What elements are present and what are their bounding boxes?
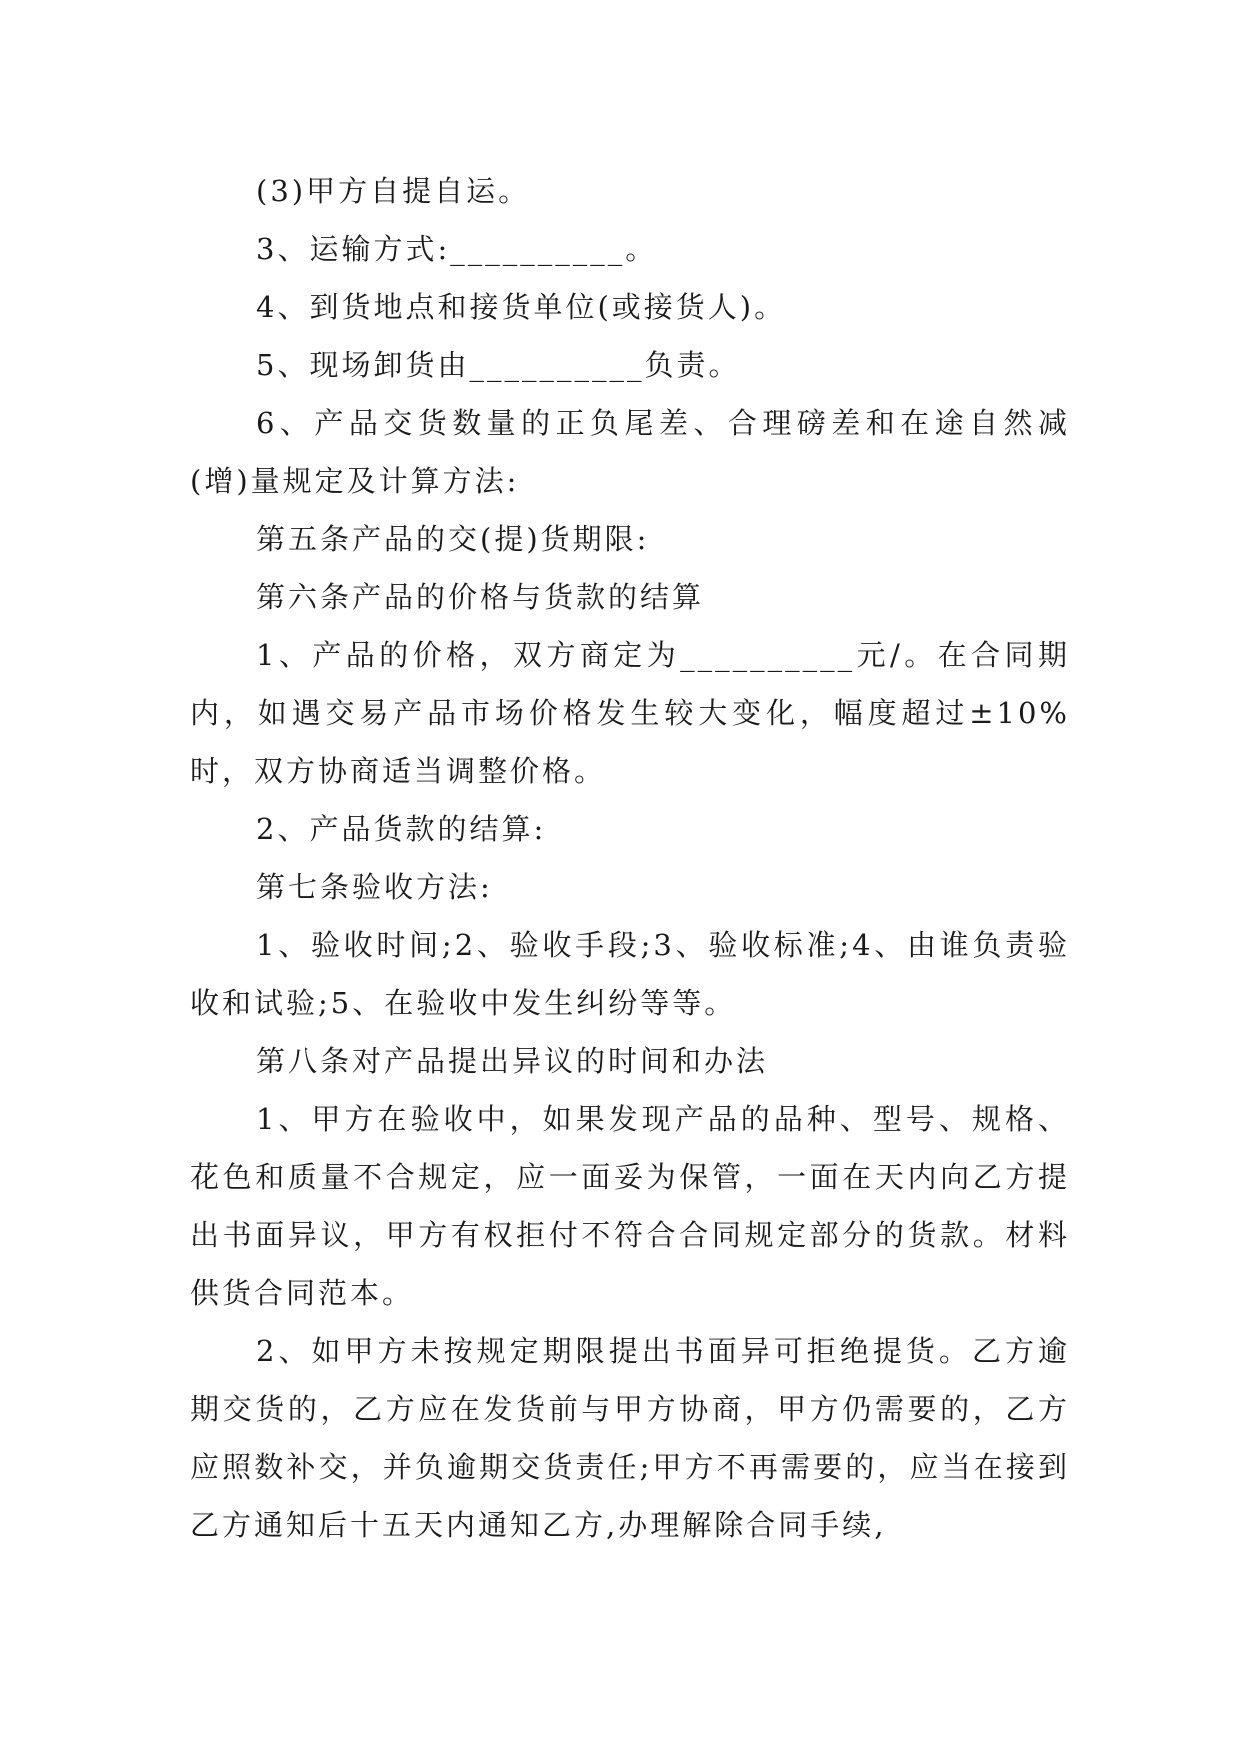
heading-article-5: 第五条产品的交(提)货期限: bbox=[256, 522, 650, 556]
paragraph-self-pickup: (3)甲方自提自运。 bbox=[256, 174, 531, 208]
paragraph-delivery-location: 4、到货地点和接货单位(或接货人)。 bbox=[256, 290, 787, 324]
paragraph-objection-2: 2、如甲方未按规定期限提出书面异可拒绝提货。乙方逾期交货的，乙方应在发货前与甲方协商，甲方仍需要的，乙方应照数补交，并负逾期交货责任;甲方不再需要的，应当在接到乙方通知后十五天内通知乙方,办理解除合同手续, bbox=[190, 1334, 1070, 1542]
heading-article-7: 第七条验收方法: bbox=[256, 870, 493, 904]
paragraph-settlement: 2、产品货款的结算: bbox=[256, 812, 547, 846]
paragraph-price: 1、产品的价格，双方商定为__________元/。在合同期内，如遇交易产品市场价格发生较大变化，幅度超过±10%时，双方协商适当调整价格。 bbox=[190, 638, 1070, 788]
paragraph-unloading: 5、现场卸货由__________负责。 bbox=[256, 348, 741, 382]
paragraph-acceptance-items: 1、验收时间;2、验收手段;3、验收标准;4、由谁负责验收和试验;5、在验收中发生纠纷等等。 bbox=[190, 928, 1070, 1020]
heading-article-8: 第八条对产品提出异议的时间和办法 bbox=[256, 1044, 769, 1078]
paragraph-objection-1: 1、甲方在验收中，如果发现产品的品种、型号、规格、花色和质量不合规定，应一面妥为保管，一面在天内向乙方提出书面异议，甲方有权拒付不符合合同规定部分的货款。材料供货合同范本。 bbox=[190, 1102, 1070, 1310]
document-body bbox=[190, 162, 1070, 1554]
heading-article-6: 第六条产品的价格与货款的结算 bbox=[256, 580, 705, 614]
paragraph-transport-method: 3、运输方式:__________。 bbox=[256, 232, 658, 266]
paragraph-quantity-tolerance: 6、产品交货数量的正负尾差、合理磅差和在途自然减(增)量规定及计算方法: bbox=[190, 406, 1070, 498]
